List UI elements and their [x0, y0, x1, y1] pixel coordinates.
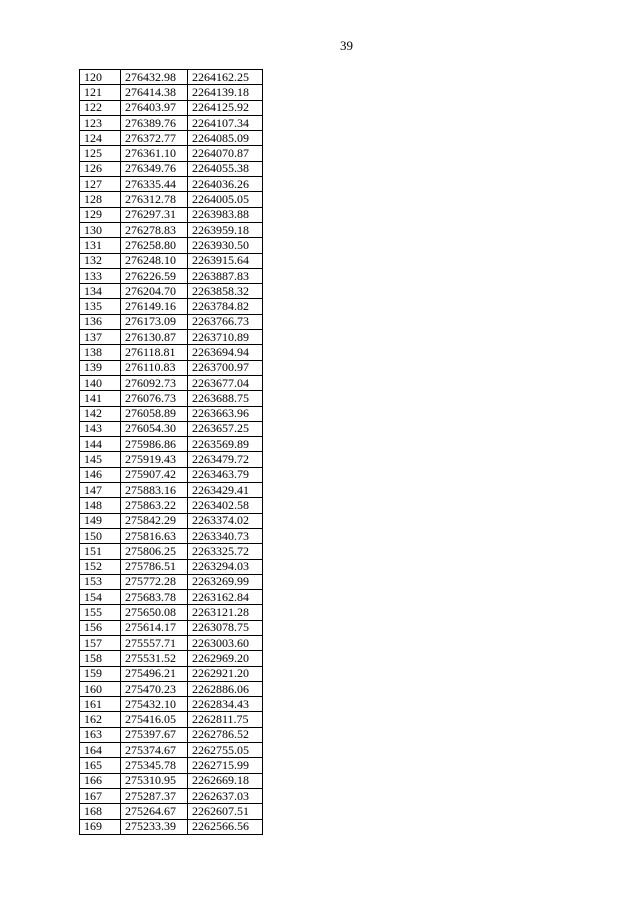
x-coordinate-cell: 276092.73 [121, 375, 188, 390]
point-number-cell: 121 [80, 85, 121, 100]
y-coordinate-cell: 2262811.75 [188, 712, 263, 727]
table-row [80, 391, 263, 406]
x-coordinate-cell: 275842.29 [121, 513, 188, 528]
y-coordinate-cell: 2263479.72 [188, 452, 263, 467]
y-coordinate-cell: 2263294.03 [188, 559, 263, 574]
y-coordinate-cell: 2262969.20 [188, 651, 263, 666]
x-coordinate-cell: 276432.98 [121, 70, 188, 85]
x-coordinate-cell: 275397.67 [121, 727, 188, 742]
point-number-cell: 137 [80, 330, 121, 345]
y-coordinate-cell: 2263688.75 [188, 391, 263, 406]
x-coordinate-cell: 275816.63 [121, 528, 188, 543]
point-number-cell: 148 [80, 498, 121, 513]
y-coordinate-cell: 2263269.99 [188, 574, 263, 589]
y-coordinate-cell: 2264055.38 [188, 161, 263, 176]
y-coordinate-cell: 2263162.84 [188, 590, 263, 605]
table-row [80, 666, 263, 681]
page-number: 39 [340, 38, 353, 53]
point-number-cell: 138 [80, 345, 121, 360]
x-coordinate-cell: 275374.67 [121, 743, 188, 758]
x-coordinate-cell: 276076.73 [121, 391, 188, 406]
table-row [80, 697, 263, 712]
table-row [80, 513, 263, 528]
table-row [80, 452, 263, 467]
x-coordinate-cell: 275432.10 [121, 697, 188, 712]
x-coordinate-cell: 276226.59 [121, 268, 188, 283]
point-number-cell: 159 [80, 666, 121, 681]
y-coordinate-cell: 2262921.20 [188, 666, 263, 681]
x-coordinate-cell: 275863.22 [121, 498, 188, 513]
point-number-cell: 131 [80, 238, 121, 253]
y-coordinate-cell: 2263121.28 [188, 605, 263, 620]
table-row [80, 268, 263, 283]
x-coordinate-cell: 276149.16 [121, 299, 188, 314]
y-coordinate-cell: 2263374.02 [188, 513, 263, 528]
x-coordinate-cell: 275531.52 [121, 651, 188, 666]
point-number-cell: 150 [80, 528, 121, 543]
point-number-cell: 146 [80, 467, 121, 482]
table-row [80, 758, 263, 773]
table-row [80, 253, 263, 268]
x-coordinate-cell: 275310.95 [121, 773, 188, 788]
x-coordinate-cell: 275907.42 [121, 467, 188, 482]
point-number-cell: 163 [80, 727, 121, 742]
table-row [80, 375, 263, 390]
point-number-cell: 130 [80, 222, 121, 237]
point-number-cell: 120 [80, 70, 121, 85]
point-number-cell: 151 [80, 544, 121, 559]
y-coordinate-cell: 2263930.50 [188, 238, 263, 253]
table-row [80, 635, 263, 650]
y-coordinate-cell: 2262669.18 [188, 773, 263, 788]
table-row [80, 314, 263, 329]
y-coordinate-cell: 2263340.73 [188, 528, 263, 543]
y-coordinate-cell: 2262886.06 [188, 681, 263, 696]
table-row [80, 559, 263, 574]
table-row [80, 330, 263, 345]
y-coordinate-cell: 2263887.83 [188, 268, 263, 283]
coordinates-table-body [80, 70, 263, 835]
y-coordinate-cell: 2263677.04 [188, 375, 263, 390]
x-coordinate-cell: 276054.30 [121, 421, 188, 436]
x-coordinate-cell: 276414.38 [121, 85, 188, 100]
table-row [80, 100, 263, 115]
point-number-cell: 122 [80, 100, 121, 115]
x-coordinate-cell: 276335.44 [121, 177, 188, 192]
y-coordinate-cell: 2264036.26 [188, 177, 263, 192]
x-coordinate-cell: 276403.97 [121, 100, 188, 115]
x-coordinate-cell: 276173.09 [121, 314, 188, 329]
x-coordinate-cell: 275233.39 [121, 819, 188, 834]
table-row [80, 651, 263, 666]
point-number-cell: 162 [80, 712, 121, 727]
x-coordinate-cell: 275786.51 [121, 559, 188, 574]
point-number-cell: 156 [80, 620, 121, 635]
point-number-cell: 147 [80, 483, 121, 498]
table-row [80, 345, 263, 360]
x-coordinate-cell: 276118.81 [121, 345, 188, 360]
point-number-cell: 126 [80, 161, 121, 176]
coordinates-table [79, 69, 263, 835]
y-coordinate-cell: 2262786.52 [188, 727, 263, 742]
y-coordinate-cell: 2264139.18 [188, 85, 263, 100]
table-row [80, 773, 263, 788]
x-coordinate-cell: 275345.78 [121, 758, 188, 773]
y-coordinate-cell: 2263858.32 [188, 284, 263, 299]
point-number-cell: 133 [80, 268, 121, 283]
y-coordinate-cell: 2262834.43 [188, 697, 263, 712]
x-coordinate-cell: 275806.25 [121, 544, 188, 559]
x-coordinate-cell: 275986.86 [121, 437, 188, 452]
table-row [80, 299, 263, 314]
point-number-cell: 142 [80, 406, 121, 421]
point-number-cell: 144 [80, 437, 121, 452]
point-number-cell: 136 [80, 314, 121, 329]
point-number-cell: 153 [80, 574, 121, 589]
x-coordinate-cell: 275772.28 [121, 574, 188, 589]
point-number-cell: 152 [80, 559, 121, 574]
table-row [80, 131, 263, 146]
x-coordinate-cell: 276278.83 [121, 222, 188, 237]
x-coordinate-cell: 276312.78 [121, 192, 188, 207]
x-coordinate-cell: 276258.80 [121, 238, 188, 253]
x-coordinate-cell: 276248.10 [121, 253, 188, 268]
point-number-cell: 154 [80, 590, 121, 605]
y-coordinate-cell: 2263569.89 [188, 437, 263, 452]
y-coordinate-cell: 2263078.75 [188, 620, 263, 635]
x-coordinate-cell: 276204.70 [121, 284, 188, 299]
y-coordinate-cell: 2263463.79 [188, 467, 263, 482]
table-row [80, 498, 263, 513]
point-number-cell: 167 [80, 788, 121, 803]
x-coordinate-cell: 275416.05 [121, 712, 188, 727]
table-row [80, 712, 263, 727]
table-row [80, 544, 263, 559]
point-number-cell: 127 [80, 177, 121, 192]
point-number-cell: 164 [80, 743, 121, 758]
point-number-cell: 145 [80, 452, 121, 467]
y-coordinate-cell: 2263710.89 [188, 330, 263, 345]
x-coordinate-cell: 276361.10 [121, 146, 188, 161]
y-coordinate-cell: 2264162.25 [188, 70, 263, 85]
point-number-cell: 135 [80, 299, 121, 314]
x-coordinate-cell: 275470.23 [121, 681, 188, 696]
table-row [80, 238, 263, 253]
y-coordinate-cell: 2263700.97 [188, 360, 263, 375]
table-row [80, 284, 263, 299]
y-coordinate-cell: 2263766.73 [188, 314, 263, 329]
x-coordinate-cell: 275496.21 [121, 666, 188, 681]
x-coordinate-cell: 275614.17 [121, 620, 188, 635]
table-row [80, 437, 263, 452]
table-row [80, 590, 263, 605]
y-coordinate-cell: 2264005.05 [188, 192, 263, 207]
point-number-cell: 128 [80, 192, 121, 207]
table-row [80, 804, 263, 819]
y-coordinate-cell: 2263663.96 [188, 406, 263, 421]
y-coordinate-cell: 2263429.41 [188, 483, 263, 498]
table-row [80, 360, 263, 375]
point-number-cell: 129 [80, 207, 121, 222]
point-number-cell: 125 [80, 146, 121, 161]
table-row [80, 743, 263, 758]
y-coordinate-cell: 2264125.92 [188, 100, 263, 115]
point-number-cell: 134 [80, 284, 121, 299]
point-number-cell: 158 [80, 651, 121, 666]
point-number-cell: 161 [80, 697, 121, 712]
point-number-cell: 157 [80, 635, 121, 650]
x-coordinate-cell: 275683.78 [121, 590, 188, 605]
table-row [80, 406, 263, 421]
table-row [80, 788, 263, 803]
x-coordinate-cell: 276349.76 [121, 161, 188, 176]
table-row [80, 819, 263, 834]
table-row [80, 620, 263, 635]
point-number-cell: 155 [80, 605, 121, 620]
table-row [80, 161, 263, 176]
table-row [80, 421, 263, 436]
y-coordinate-cell: 2264085.09 [188, 131, 263, 146]
x-coordinate-cell: 275650.08 [121, 605, 188, 620]
y-coordinate-cell: 2264070.87 [188, 146, 263, 161]
x-coordinate-cell: 276389.76 [121, 115, 188, 130]
y-coordinate-cell: 2263657.25 [188, 421, 263, 436]
table-row [80, 605, 263, 620]
y-coordinate-cell: 2262607.51 [188, 804, 263, 819]
y-coordinate-cell: 2263915.64 [188, 253, 263, 268]
y-coordinate-cell: 2262715.99 [188, 758, 263, 773]
point-number-cell: 165 [80, 758, 121, 773]
y-coordinate-cell: 2262637.03 [188, 788, 263, 803]
y-coordinate-cell: 2263959.18 [188, 222, 263, 237]
point-number-cell: 160 [80, 681, 121, 696]
point-number-cell: 168 [80, 804, 121, 819]
table-row [80, 207, 263, 222]
table-row [80, 222, 263, 237]
point-number-cell: 123 [80, 115, 121, 130]
point-number-cell: 149 [80, 513, 121, 528]
y-coordinate-cell: 2262755.05 [188, 743, 263, 758]
x-coordinate-cell: 276110.83 [121, 360, 188, 375]
table-row [80, 467, 263, 482]
x-coordinate-cell: 275883.16 [121, 483, 188, 498]
x-coordinate-cell: 276297.31 [121, 207, 188, 222]
x-coordinate-cell: 275287.37 [121, 788, 188, 803]
point-number-cell: 141 [80, 391, 121, 406]
table-row [80, 192, 263, 207]
table-row [80, 528, 263, 543]
x-coordinate-cell: 275919.43 [121, 452, 188, 467]
point-number-cell: 169 [80, 819, 121, 834]
y-coordinate-cell: 2263003.60 [188, 635, 263, 650]
point-number-cell: 166 [80, 773, 121, 788]
x-coordinate-cell: 276372.77 [121, 131, 188, 146]
y-coordinate-cell: 2263402.58 [188, 498, 263, 513]
point-number-cell: 132 [80, 253, 121, 268]
table-row [80, 146, 263, 161]
y-coordinate-cell: 2262566.56 [188, 819, 263, 834]
table-row [80, 483, 263, 498]
x-coordinate-cell: 276130.87 [121, 330, 188, 345]
x-coordinate-cell: 275264.67 [121, 804, 188, 819]
point-number-cell: 124 [80, 131, 121, 146]
table-row [80, 85, 263, 100]
y-coordinate-cell: 2264107.34 [188, 115, 263, 130]
table-row [80, 177, 263, 192]
y-coordinate-cell: 2263694.94 [188, 345, 263, 360]
y-coordinate-cell: 2263983.88 [188, 207, 263, 222]
x-coordinate-cell: 275557.71 [121, 635, 188, 650]
table-row [80, 574, 263, 589]
point-number-cell: 143 [80, 421, 121, 436]
point-number-cell: 140 [80, 375, 121, 390]
table-row [80, 115, 263, 130]
x-coordinate-cell: 276058.89 [121, 406, 188, 421]
table-row [80, 681, 263, 696]
y-coordinate-cell: 2263325.72 [188, 544, 263, 559]
table-row [80, 70, 263, 85]
table-row [80, 727, 263, 742]
point-number-cell: 139 [80, 360, 121, 375]
y-coordinate-cell: 2263784.82 [188, 299, 263, 314]
